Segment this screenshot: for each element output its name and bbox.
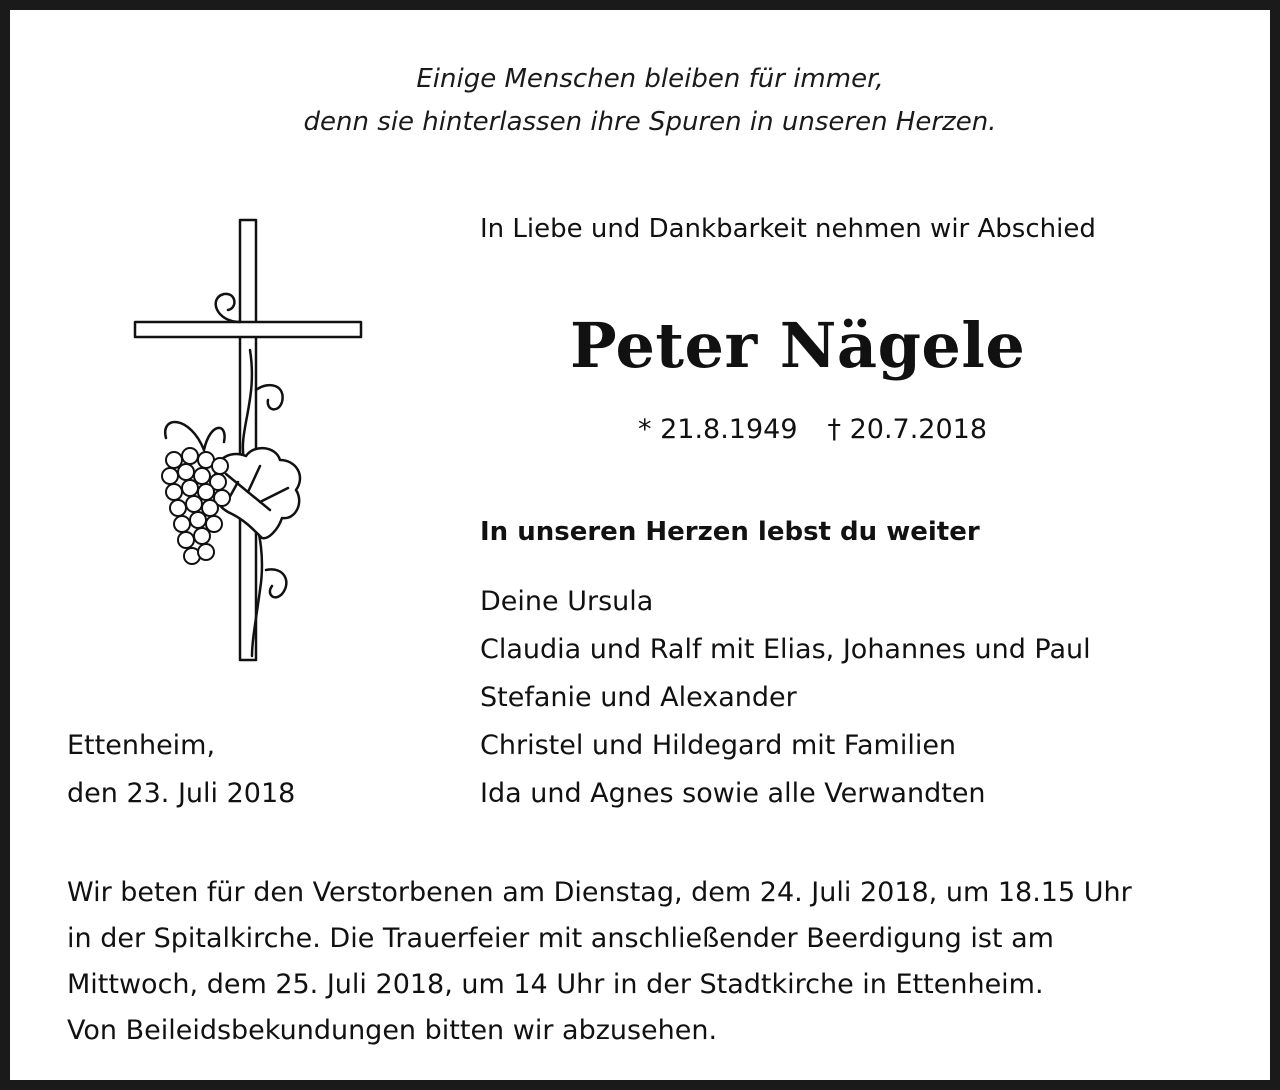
service-line: Mittwoch, dem 25. Juli 2018, um 14 Uhr in der Stadtkirche in Ettenheim.	[67, 969, 1044, 1000]
mourner-line: Ida und Agnes sowie alle Verwandten	[480, 778, 986, 809]
motto	[10, 58, 1280, 144]
mourners-list	[480, 578, 1091, 818]
motto-line: Einige Menschen bleiben für immer,	[416, 64, 884, 94]
place-line: Ettenheim,	[67, 730, 216, 761]
motto-line: denn sie hinterlassen ihre Spuren in unseren Herzen.	[303, 107, 997, 137]
service-line: in der Spitalkirche. Die Trauerfeier mit anschließender Beerdigung ist am	[67, 923, 1054, 954]
farewell-intro: In Liebe und Dankbarkeit nehmen wir Abschied	[480, 214, 1096, 244]
mourner-line: Deine Ursula	[480, 586, 654, 617]
place-and-date	[67, 722, 295, 818]
service-line: Von Beileidsbekundungen bitten wir abzusehen.	[67, 1015, 718, 1046]
birth-date: * 21.8.1949	[638, 414, 798, 445]
death-date: † 20.7.2018	[827, 414, 987, 445]
life-dates	[638, 414, 987, 445]
service-line: Wir beten für den Verstorbenen am Dienstag, dem 24. Juli 2018, um 18.15 Uhr	[67, 877, 1132, 908]
mourner-line: Christel und Hildegard mit Familien	[480, 730, 957, 761]
service-information	[67, 870, 1247, 1054]
mourner-line: Stefanie und Alexander	[480, 682, 797, 713]
date-line: den 23. Juli 2018	[67, 778, 296, 809]
cross-with-grapevine-icon	[120, 210, 380, 670]
subheading: In unseren Herzen lebst du weiter	[480, 517, 980, 547]
deceased-name: Peter Nägele	[570, 309, 1026, 382]
mourner-line: Claudia und Ralf mit Elias, Johannes und Paul	[480, 634, 1091, 665]
